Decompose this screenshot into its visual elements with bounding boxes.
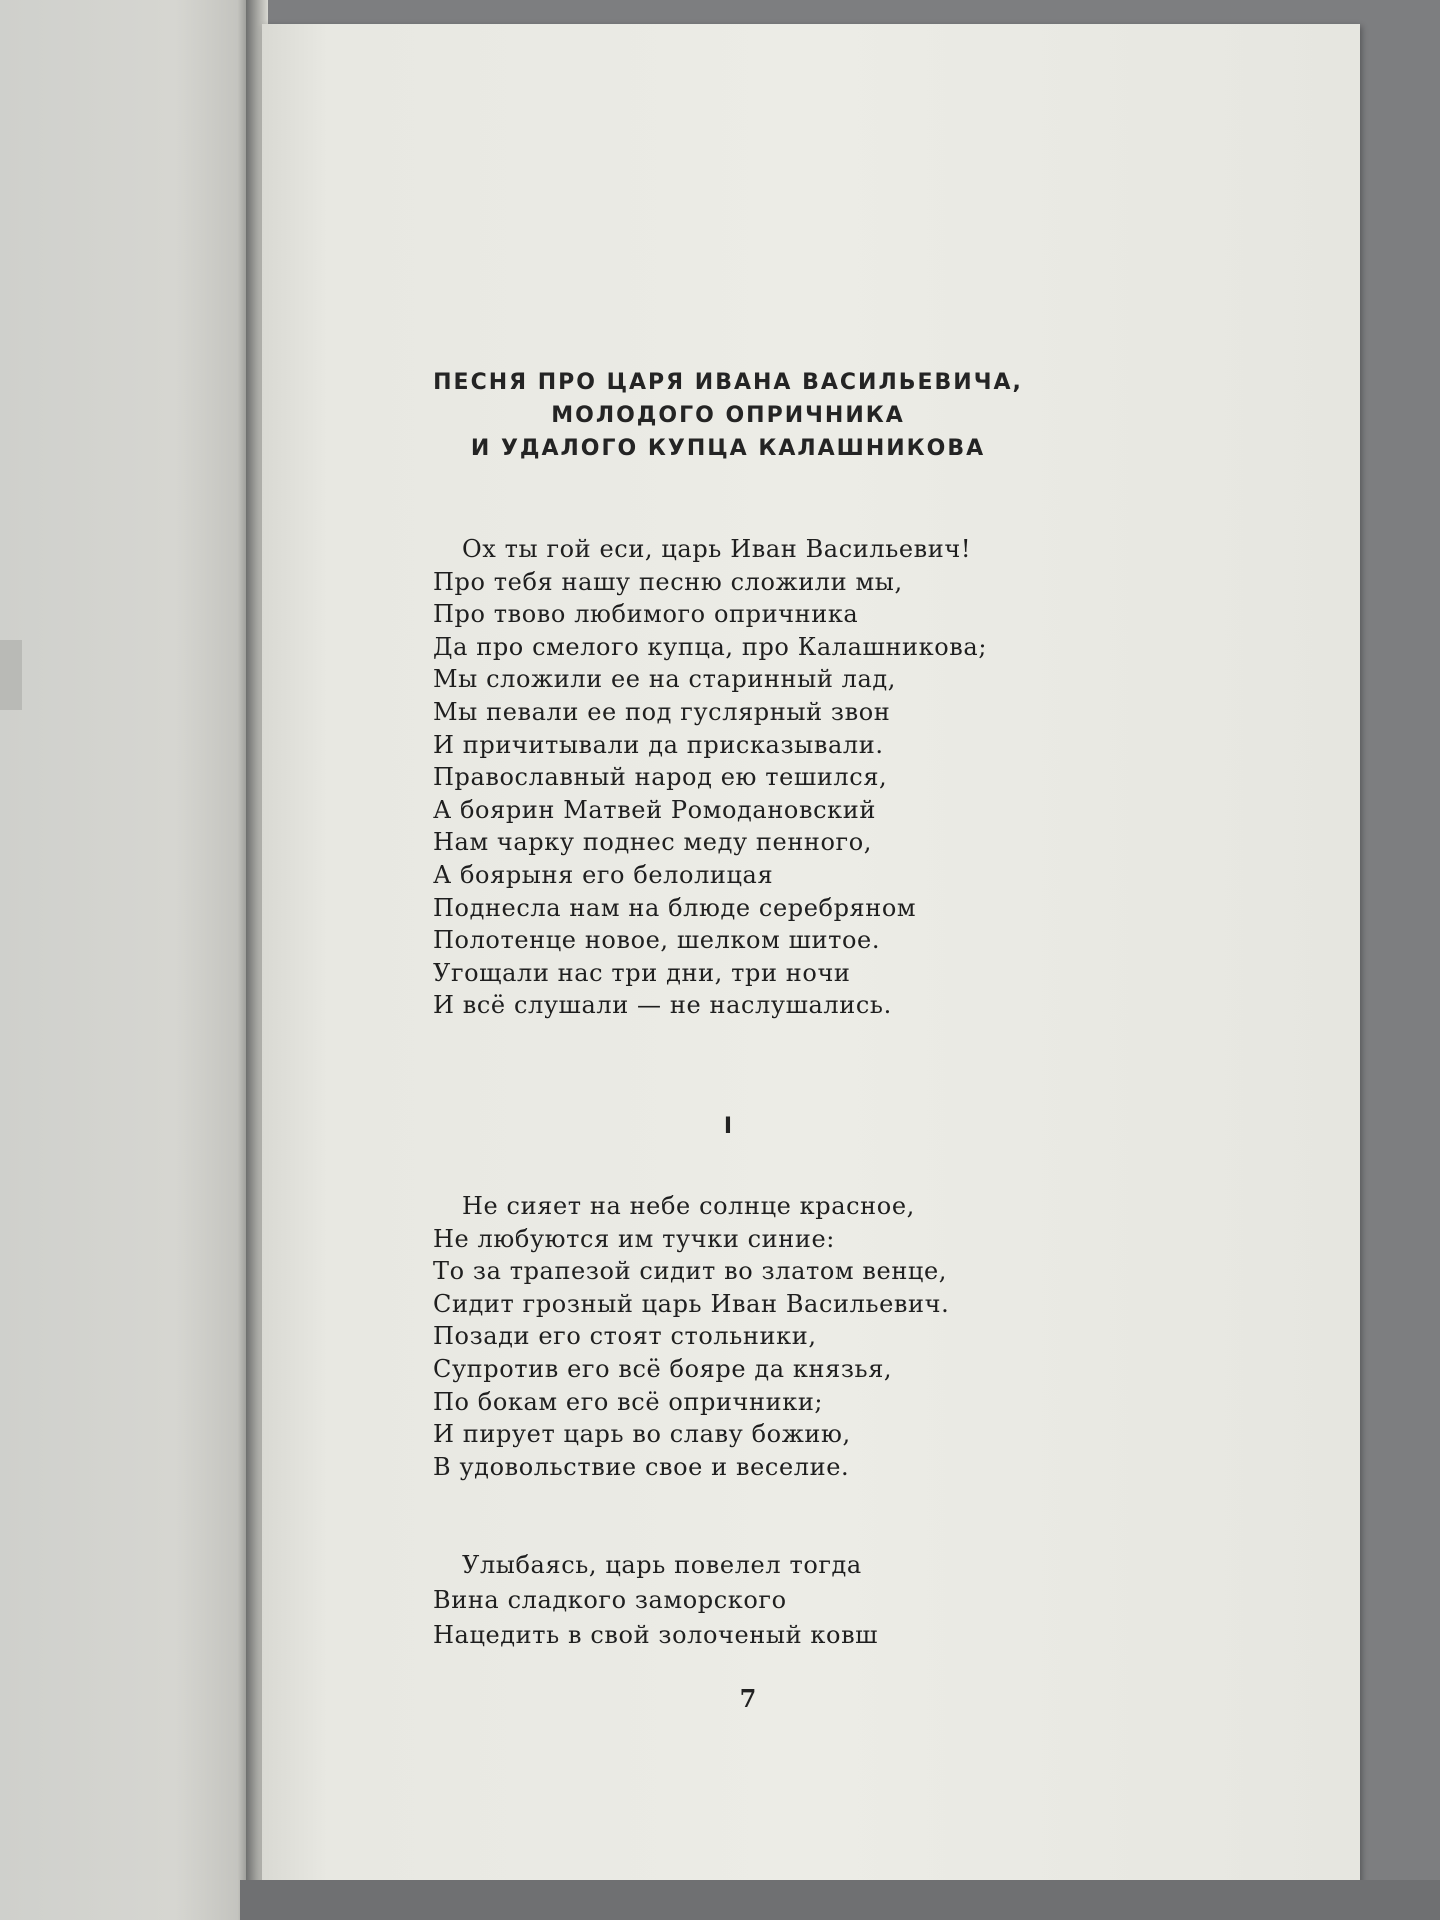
verse-line: Угощали нас три дни, три ночи [433,958,851,987]
page-number: 7 [739,1684,757,1713]
verse-line: А боярин Матвей Ромодановский [433,795,876,824]
verse-line: Про тебя нашу песню сложили мы, [433,567,903,596]
verse-line: Да про смелого купца, про Калашникова; [433,632,987,661]
section-number: I [723,1114,733,1139]
left-page [0,0,250,1920]
verse-line: Про твово любимого опричника [433,600,859,629]
title-line: ПЕСНЯ ПРО ЦАРЯ ИВАНА ВАСИЛЬЕВИЧА, [433,370,1023,395]
verse-line: Супротив его всё бояре да князья, [433,1355,893,1383]
title-line: И УДАЛОГО КУПЦА КАЛАШНИКОВА [470,436,986,461]
verse-line: Ох ты гой еси, царь Иван Васильевич! [462,535,972,563]
verse-line: Улыбаясь, царь повелел тогда [462,1551,862,1579]
verse-line: А боярыня его белолицая [433,861,774,889]
verse-line: В удовольствие свое и веселие. [433,1452,850,1481]
verse-line: Мы певали ее под гуслярный звон [433,698,891,726]
verse-line: И пирует царь во славу божию, [433,1420,851,1449]
verse-line: Православный народ ею тешился, [433,763,888,792]
verse-line: Не любуются им тучки синие: [433,1224,835,1253]
title-line: МОЛОДОГО ОПРИЧНИКА [551,403,905,428]
left-page-mark [0,640,22,710]
verse-line: Нацедить в свой золоченый ковш [433,1621,879,1649]
verse-line: Позади его стоят стольники, [433,1322,817,1351]
verse-line: И причитывали да присказывали. [433,730,884,759]
right-page [262,24,1360,1890]
verse-line: То за трапезой сидит во златом венце, [433,1257,947,1286]
verse-line: Сидит грозный царь Иван Васильевич. [433,1289,950,1318]
verse-line: Поднесла нам на блюде серебряном [433,893,917,922]
verse-line: Нам чарку поднес меду пенного, [433,828,873,857]
verse-line: Не сияет на небе солнце красное, [462,1192,915,1220]
verse-line: И всё слушали — не наслушались. [433,991,892,1020]
verse-line: Полотенце новое, шелком шитое. [433,926,881,955]
verse-line: По бокам его всё опричники; [433,1387,824,1416]
background [240,1880,1440,1920]
verse-line: Вина сладкого заморского [433,1586,787,1614]
verse-line: Мы сложили ее на старинный лад, [433,665,897,694]
